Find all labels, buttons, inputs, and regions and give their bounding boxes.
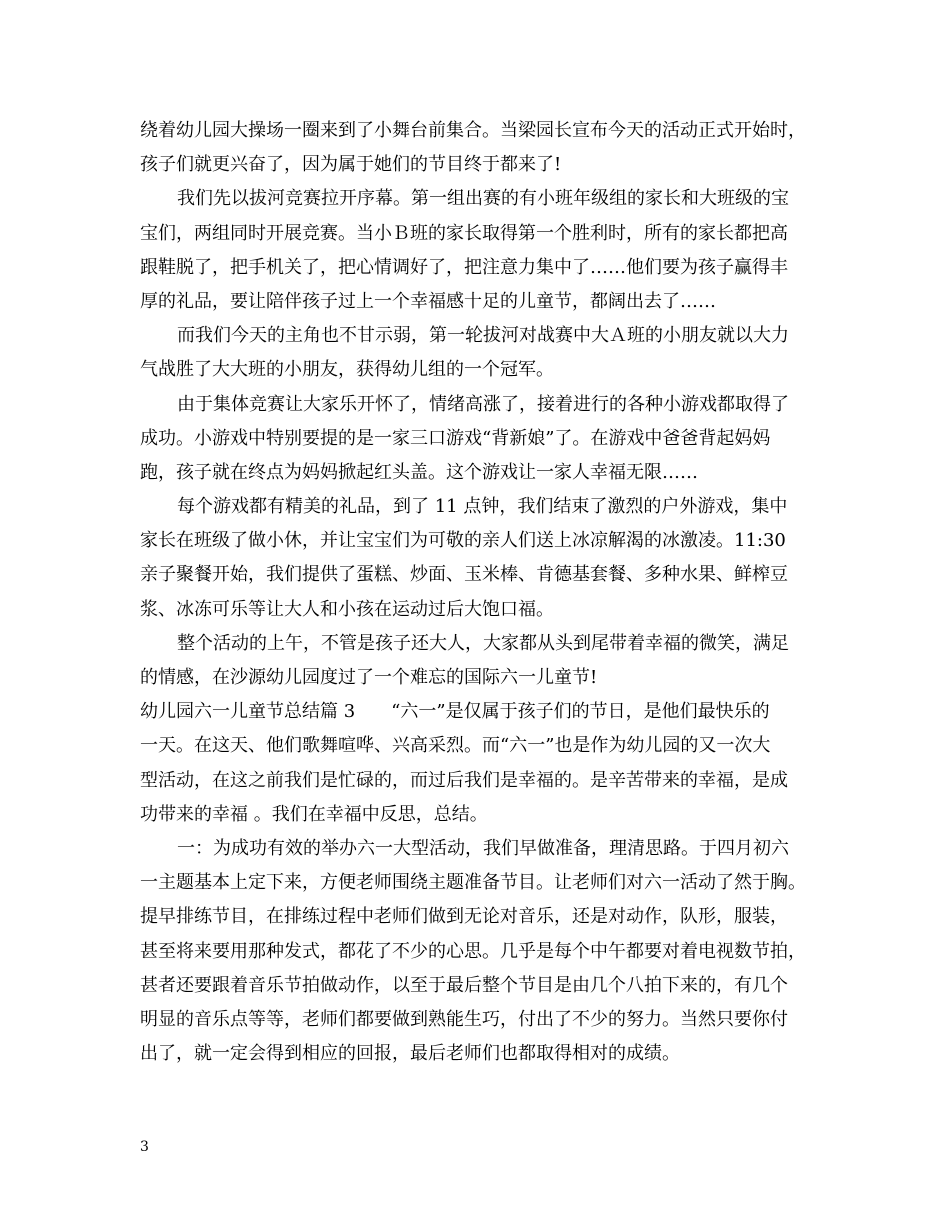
text-line: 孩子们就更兴奋了，因为属于她们的节目终于都来了! <box>140 154 562 176</box>
text-line: 我们先以拔河竞赛拉开序幕。第一组出赛的有小班年级组的家长和大班级的宝 <box>177 188 789 210</box>
text-line: 浆、冰冻可乐等让大人和小孩在运动过后大饱口福。 <box>140 598 554 620</box>
text-line: 而我们今天的主角也不甘示弱，第一轮拔河对战赛中大Ａ班的小朋友就以大力 <box>177 325 789 347</box>
text-line: 甚者还要跟着音乐节拍做动作，以至于最后整个节目是由几个八拍下来的，有几个 <box>140 974 788 996</box>
text-line: 的情感，在沙源幼儿园度过了一个难忘的国际六一儿童节! <box>140 667 598 688</box>
text-line: 亲子聚餐开始，我们提供了蛋糕、炒面、玉米棒、肯德基套餐、多种水果、鲜榨豆 <box>140 564 788 586</box>
text-line: 绕着幼儿园大操场一圈来到了小舞台前集合。当梁园长宣布今天的活动正式开始时， <box>140 120 806 141</box>
text-line: 功带来的幸福 。我们在幸福中反思，总结。 <box>140 803 488 825</box>
text-line: 跟鞋脱了，把手机关了，把心情调好了，把注意力集中了……他们要为孩子赢得丰 <box>140 256 788 278</box>
document-body <box>140 114 840 1071</box>
text-line: 跑，孩子就在终点为妈妈掀起红头盖。这个游戏让一家人幸福无限…… <box>140 461 698 483</box>
text-line: 厚的礼品，要让陪伴孩子过上一个幸福感十足的儿童节，都阔出去了…… <box>140 290 716 312</box>
text-line: 一：为成功有效的举办六一大型活动，我们早做准备，理清思路。于四月初六 <box>177 837 789 859</box>
text-line: 成功。小游戏中特别要提的是一家三口游戏“背新娘”了。在游戏中爸爸背起妈妈 <box>140 427 771 449</box>
text-line: 每个游戏都有精美的礼品，到了 11 点钟，我们结束了激烈的户外游戏，集中 <box>177 496 788 518</box>
text-line: 甚至将来要用那种发式，都花了不少的心思。几乎是每个中午都要对着电视数节拍， <box>140 940 806 962</box>
page-number: 3 <box>140 1139 149 1155</box>
text-line: 一天。在这天、他们歌舞喧哗、兴高采烈。而“六一”也是作为幼儿园的又一次大 <box>140 735 771 757</box>
text-line: 气战胜了大大班的小朋友，获得幼儿组的一个冠军。 <box>140 359 554 381</box>
text-line: 明显的音乐点等等，老师们都要做到熟能生巧，付出了不少的努力。当然只要你付 <box>140 1008 788 1030</box>
section-heading-line: 幼儿园六一儿童节总结篇 3 “六一”是仅属于孩子们的节日，是他们最快乐的 <box>140 701 770 723</box>
text-line: 出了，就一定会得到相应的回报，最后老师们也都取得相对的成绩。 <box>140 1043 680 1065</box>
text-line: 提早排练节目，在排练过程中老师们做到无论对音乐，还是对动作，队形，服装， <box>140 906 788 928</box>
text-line: 整个活动的上午，不管是孩子还大人，大家都从头到尾带着幸福的微笑，满足 <box>177 632 789 654</box>
text-line: 宝们，两组同时开展竞赛。当小Ｂ班的家长取得第一个胜利时，所有的家长都把高 <box>140 222 788 244</box>
text-line: 家长在班级了做小休，并让宝宝们为可敬的亲人们送上冰凉解渴的冰激凌。11:30 <box>140 530 786 552</box>
text-line: 由于集体竞赛让大家乐开怀了，情绪高涨了，接着进行的各种小游戏都取得了 <box>177 393 789 415</box>
text-line: 一主题基本上定下来，方便老师围绕主题准备节目。让老师们对六一活动了然于胸。 <box>140 872 806 894</box>
text-line: 型活动，在这之前我们是忙碌的，而过后我们是幸福的。是辛苦带来的幸福，是成 <box>140 769 788 791</box>
